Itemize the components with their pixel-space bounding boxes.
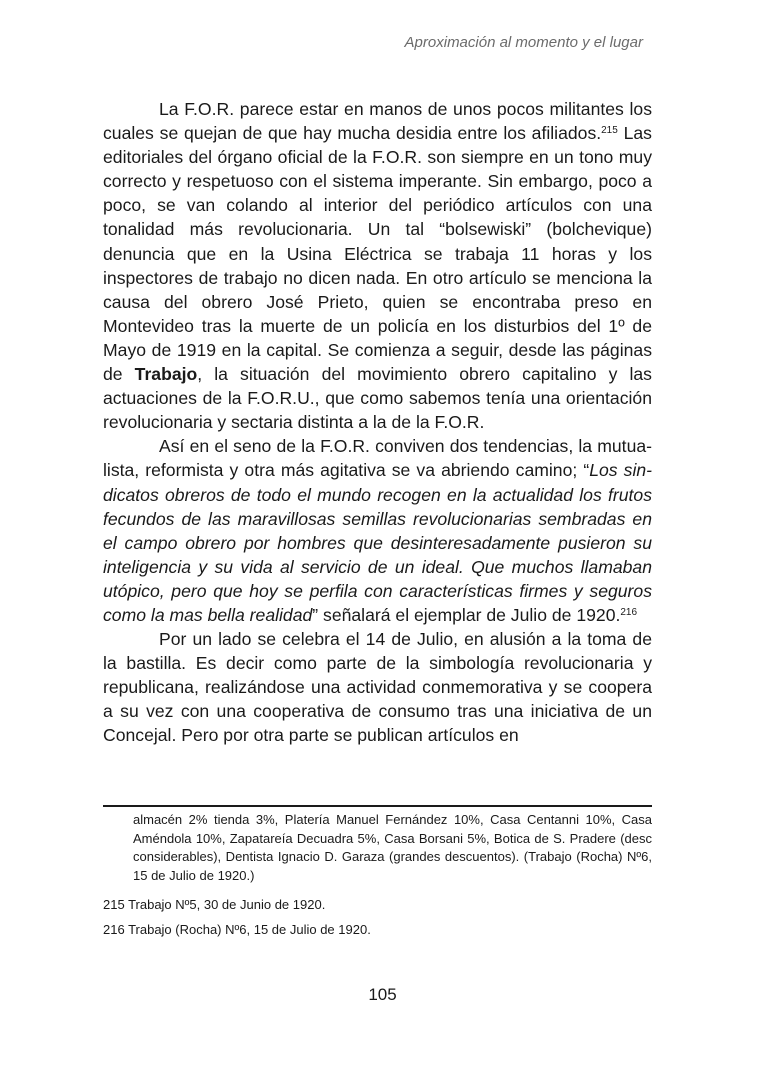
footnote-ref-216: 216 — [620, 607, 638, 619]
footnote-215: 215 Trabajo Nº5, 30 de Junio de 1920. — [103, 897, 326, 912]
newspaper-title-trabajo: Trabajo — [134, 364, 198, 385]
paragraph-1-text-a: La F.O.R. parece estar en manos de unos pocos militantes los cuales se quejan de que hay mucha desidia entre los afiliados. — [103, 99, 652, 144]
paragraph-1-text-c: , la situación del movimiento obrero capitalino y las actuaciones de la F.O.R.U., que como sabemos tenía una orientación revolucionaria y sectaria distinta a la de la F.O.R. — [103, 364, 652, 433]
footnotes — [103, 811, 652, 945]
footnote-divider — [103, 805, 652, 807]
body-text — [103, 97, 652, 748]
paragraph-2-text-b: ” señalará el ejemplar de Julio de 1920. — [312, 604, 621, 625]
paragraph-2-text-a: Así en el seno de la F.O.R. conviven dos tendencias, la mutualista, reformista y otra más agitativa se va abriendo camino; “ — [103, 436, 652, 481]
footnote-ref-215: 215 — [601, 125, 618, 137]
running-head: Aproximación al momento y el lugar — [404, 34, 643, 51]
paragraph-2-quote: Los sindicatos obreros de todo el mundo recogen en la actualidad los frutos fecundos de las maravillosas semillas revolucionarias sembradas en el campo obrero por hombres que desinteresadamente pusieron su inteligencia y su vida al servicio de un ideal. Que muchos llamaban utópico, pero que hoy se perfila con características firmes y seguros como la mas bella realidad — [103, 460, 653, 625]
paragraph-2 — [103, 434, 652, 627]
page-number: 105 — [368, 985, 397, 1004]
footnote-continuation: almacén 2% tienda 3%, Platería Manuel Fernández 10%, Casa Centanni 10%, Casa Améndola 10%, Zapatareía Decuadra 5%, Casa Borsani 5%, Botica de S. Pradere (desc considerables), Dentista Ignacio D. Garaza (grandes descuentos). (Trabajo (Rocha) Nº6, 15 de Julio de 1920.) — [133, 812, 652, 883]
paragraph-1-text-b: Las editoriales del órgano oficial de la F.O.R. son siempre en un tono muy correcto y respetuoso con el sistema imperante. Sin embargo, poco a poco, se van colando al interior del periódico artículos con una tonalidad más revolucionaria. Un tal “bolsewiski” (bolchevique) denuncia que en la Usina Eléctrica se trabaja 11 horas y los inspectores de trabajo no dicen nada. En otro artículo se menciona la causa del obrero José Prieto, quien se encontraba preso en Montevideo tras la muerte de un policía en los disturbios del 1º de Mayo de 1919 en la capital. Se comienza a seguir, desde las páginas de — [103, 123, 652, 385]
footnote-216: 216 Trabajo (Rocha) Nº6, 15 de Julio de 1920. — [103, 921, 371, 937]
paragraph-1 — [103, 97, 652, 434]
paragraph-3: Por un lado se celebra el 14 de Julio, en alusión a la toma de la bastilla. Es decir como parte de la simbología revolucionaria y republicana, realizándose una actividad conmemorativa y se coopera a su vez con una cooperativa de consumo tras una iniciativa de un Concejal. Pero por otra parte se publican artículos en — [103, 629, 652, 746]
